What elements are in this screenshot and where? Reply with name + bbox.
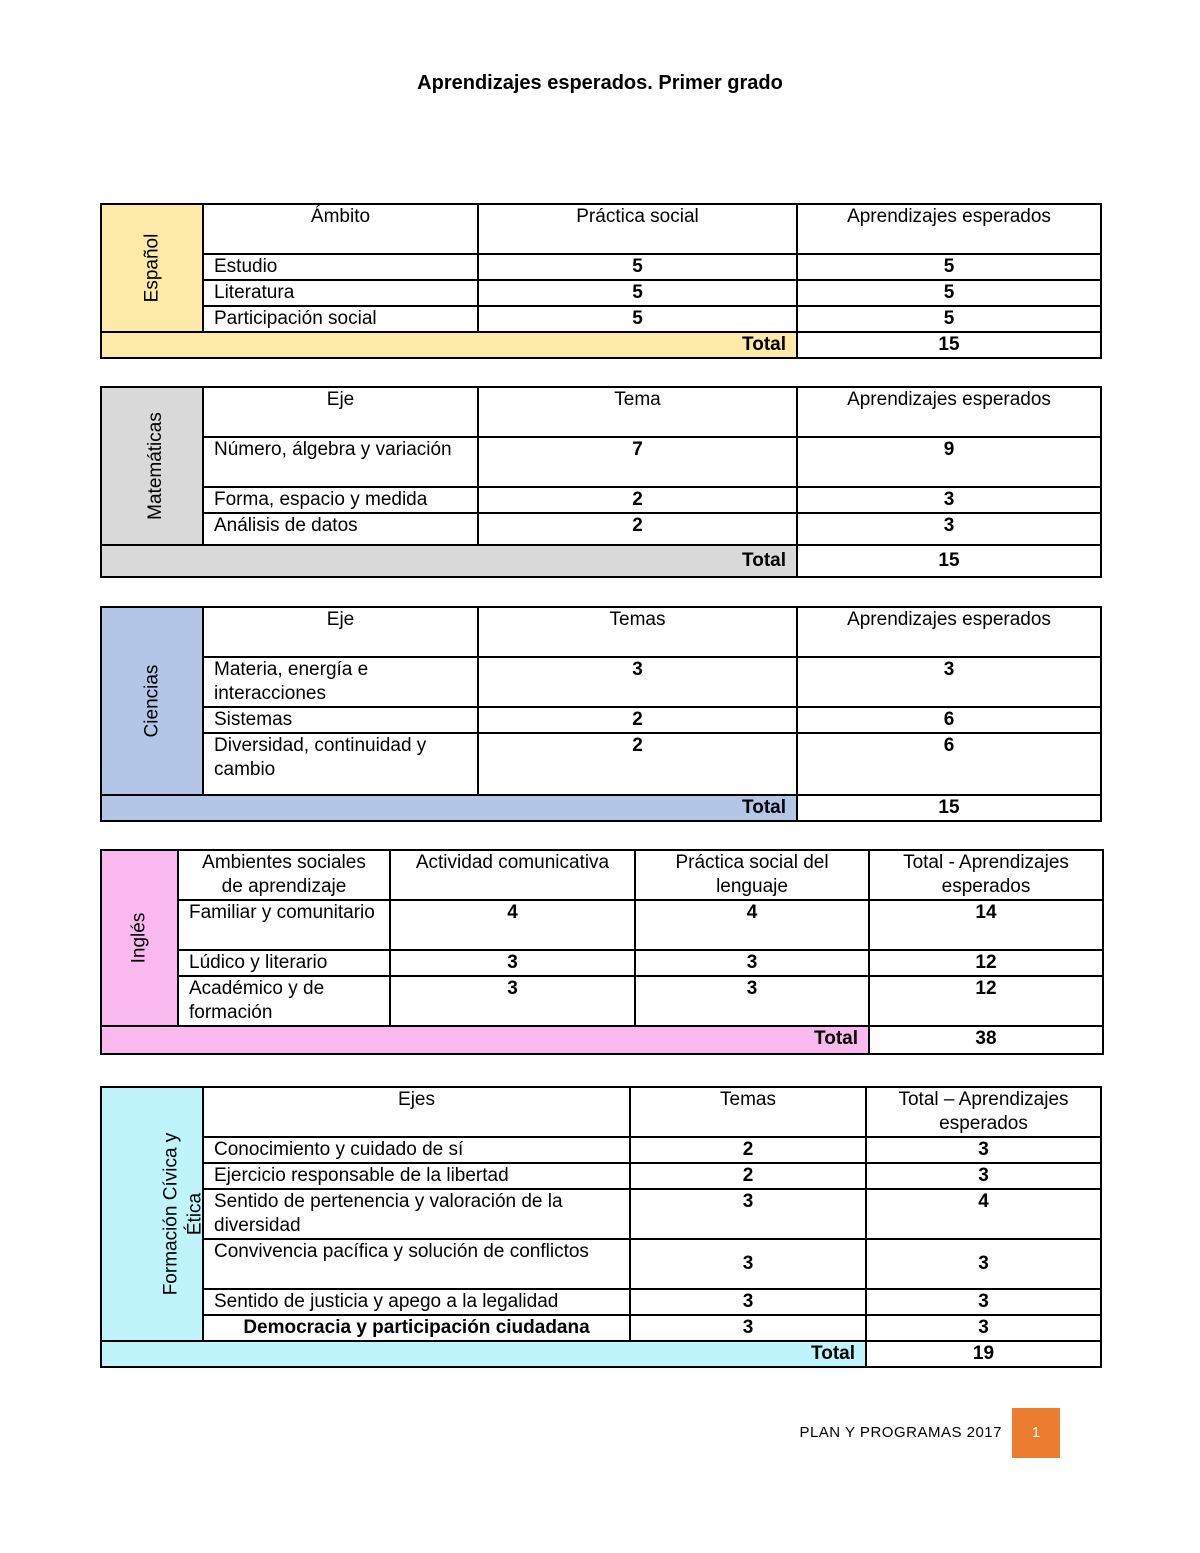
ingles-row-1-actividad: 4 — [390, 900, 635, 950]
ciencias-total-value: 15 — [797, 795, 1101, 821]
ciencias-header-temas: Temas — [478, 607, 797, 657]
espanol-label: Español — [140, 233, 162, 303]
espanol-row-2-practica: 5 — [478, 280, 797, 306]
espanol-row-1-aprendizajes: 5 — [797, 254, 1101, 280]
espanol-row-3-label: Participación social — [203, 306, 478, 332]
civica-row-5-temas: 3 — [630, 1289, 866, 1315]
ciencias-row-3-temas: 2 — [478, 733, 797, 795]
matematicas-header-aprendizajes: Aprendizajes esperados — [797, 387, 1101, 437]
table-row — [101, 1163, 1101, 1189]
page-number: 1 — [1012, 1408, 1060, 1458]
espanol-row-3-aprendizajes: 5 — [797, 306, 1101, 332]
civica-total-label: Total — [101, 1341, 866, 1367]
table-row — [101, 254, 1101, 280]
civica-row-4-label: Convivencia pacífica y solución de conflictos — [203, 1239, 630, 1289]
ingles-total-label: Total — [101, 1026, 869, 1054]
ciencias-row-2-temas: 2 — [478, 707, 797, 733]
espanol-total-value: 15 — [797, 332, 1101, 358]
table-row — [101, 707, 1101, 733]
civica-row-1-total: 3 — [866, 1137, 1101, 1163]
matematicas-table — [100, 386, 1102, 578]
table-row — [101, 306, 1101, 332]
ciencias-row-3-label: Diversidad, continuidad y cambio — [203, 733, 478, 795]
ingles-row-2-practica: 3 — [635, 950, 869, 976]
table-row — [101, 1137, 1101, 1163]
ingles-row-3-total: 12 — [869, 976, 1103, 1026]
ciencias-row-2-label: Sistemas — [203, 707, 478, 733]
civica-row-2-total: 3 — [866, 1163, 1101, 1189]
espanol-header-practica: Práctica social — [478, 204, 797, 254]
matematicas-total-value: 15 — [797, 545, 1101, 577]
ciencias-row-1-label: Materia, energía e interacciones — [203, 657, 478, 707]
ingles-row-1-label: Familiar y comunitario — [178, 900, 390, 950]
table-row — [101, 487, 1101, 513]
espanol-row-1-label: Estudio — [203, 254, 478, 280]
ingles-row-1-total: 14 — [869, 900, 1103, 950]
civica-row-1-temas: 2 — [630, 1137, 866, 1163]
ingles-side-label — [101, 850, 178, 1026]
civica-label — [159, 1133, 207, 1296]
ingles-header-practica: Práctica social del lenguaje — [635, 850, 869, 900]
table-row — [101, 1289, 1101, 1315]
matematicas-row-1-aprendizajes: 9 — [797, 437, 1101, 487]
matematicas-row-2-label: Forma, espacio y medida — [203, 487, 478, 513]
civica-label-line2: Ética — [184, 1192, 206, 1236]
espanol-row-2-aprendizajes: 5 — [797, 280, 1101, 306]
espanol-header-ambito: Ámbito — [203, 204, 478, 254]
matematicas-total-label: Total — [101, 545, 797, 577]
civica-row-3-total: 4 — [866, 1189, 1101, 1239]
matematicas-header-tema: Tema — [478, 387, 797, 437]
ingles-header-actividad: Actividad comunicativa — [390, 850, 635, 900]
civica-side-label — [101, 1087, 206, 1341]
ciencias-header-eje: Eje — [203, 607, 478, 657]
ciencias-header-aprendizajes: Aprendizajes esperados — [797, 607, 1101, 657]
matematicas-row-3-aprendizajes: 3 — [797, 513, 1101, 545]
civica-row-3-temas: 3 — [630, 1189, 866, 1239]
ingles-row-1-practica: 4 — [635, 900, 869, 950]
ingles-row-3-practica: 3 — [635, 976, 869, 1026]
espanol-row-1-practica: 5 — [478, 254, 797, 280]
ingles-header-total: Total - Aprendizajes esperados — [869, 850, 1103, 900]
civica-row-5-total: 3 — [866, 1289, 1101, 1315]
civica-row-2-temas: 2 — [630, 1163, 866, 1189]
ciencias-row-1-temas: 3 — [478, 657, 797, 707]
ingles-row-2-label: Lúdico y literario — [178, 950, 390, 976]
table-row — [101, 1315, 1101, 1341]
ciencias-total-label: Total — [101, 795, 797, 821]
civica-row-5-label: Sentido de justicia y apego a la legalidad — [203, 1289, 630, 1315]
ciencias-side-label — [101, 607, 203, 795]
matematicas-row-1-label: Número, álgebra y variación — [203, 437, 478, 487]
civica-row-1-label: Conocimiento y cuidado de sí — [203, 1137, 630, 1163]
footer-text: PLAN Y PROGRAMAS 2017 — [799, 1424, 1002, 1441]
espanol-row-3-practica: 5 — [478, 306, 797, 332]
civica-header-ejes: Ejes — [203, 1087, 630, 1137]
table-row — [101, 1189, 1101, 1239]
table-row — [101, 657, 1101, 707]
ciencias-row-2-aprendizajes: 6 — [797, 707, 1101, 733]
table-row — [101, 733, 1101, 795]
civica-table — [100, 1086, 1102, 1368]
table-row — [101, 437, 1101, 487]
espanol-total-label: Total — [101, 332, 797, 358]
civica-header-temas: Temas — [630, 1087, 866, 1137]
table-row — [101, 900, 1103, 950]
matematicas-row-2-tema: 2 — [478, 487, 797, 513]
table-row — [101, 976, 1103, 1026]
civica-total-value: 19 — [866, 1341, 1101, 1367]
ingles-row-2-actividad: 3 — [390, 950, 635, 976]
ciencias-label: Ciencias — [141, 664, 162, 738]
ingles-table — [100, 849, 1104, 1055]
civica-row-4-temas: 3 — [630, 1239, 866, 1289]
civica-row-2-label: Ejercicio responsable de la libertad — [203, 1163, 630, 1189]
espanol-side-label — [101, 204, 203, 332]
espanol-header-aprendizajes: Aprendizajes esperados — [797, 204, 1101, 254]
ingles-row-2-total: 12 — [869, 950, 1103, 976]
ingles-total-value: 38 — [869, 1026, 1103, 1054]
matematicas-row-2-aprendizajes: 3 — [797, 487, 1101, 513]
matematicas-label: Matemáticas — [144, 412, 166, 520]
table-row — [101, 280, 1101, 306]
espanol-row-2-label: Literatura — [203, 280, 478, 306]
ingles-label: Inglés — [128, 912, 150, 964]
table-row — [101, 1239, 1101, 1289]
matematicas-row-3-label: Análisis de datos — [203, 513, 478, 545]
ciencias-table — [100, 606, 1102, 822]
matematicas-side-label — [101, 387, 203, 545]
page-title: Aprendizajes esperados. Primer grado — [417, 72, 783, 94]
civica-header-total: Total – Aprendizajes esperados — [866, 1087, 1101, 1137]
espanol-table — [100, 203, 1102, 359]
civica-label-line1: Formación Cívica y — [160, 1132, 182, 1296]
matematicas-header-eje: Eje — [203, 387, 478, 437]
matematicas-row-3-tema: 2 — [478, 513, 797, 545]
ciencias-row-3-aprendizajes: 6 — [797, 733, 1101, 795]
ciencias-row-1-aprendizajes: 3 — [797, 657, 1101, 707]
civica-row-6-label: Democracia y participación ciudadana — [203, 1315, 630, 1341]
ingles-header-ambientes: Ambientes sociales de aprendizaje — [178, 850, 390, 900]
ingles-row-3-label: Académico y de formación — [178, 976, 390, 1026]
table-row — [101, 950, 1103, 976]
matematicas-row-1-tema: 7 — [478, 437, 797, 487]
table-row — [101, 513, 1101, 545]
civica-row-6-temas: 3 — [630, 1315, 866, 1341]
civica-row-6-total: 3 — [866, 1315, 1101, 1341]
civica-row-4-total: 3 — [866, 1239, 1101, 1289]
ingles-row-3-actividad: 3 — [390, 976, 635, 1026]
civica-row-3-label: Sentido de pertenencia y valoración de la diversidad — [203, 1189, 630, 1239]
